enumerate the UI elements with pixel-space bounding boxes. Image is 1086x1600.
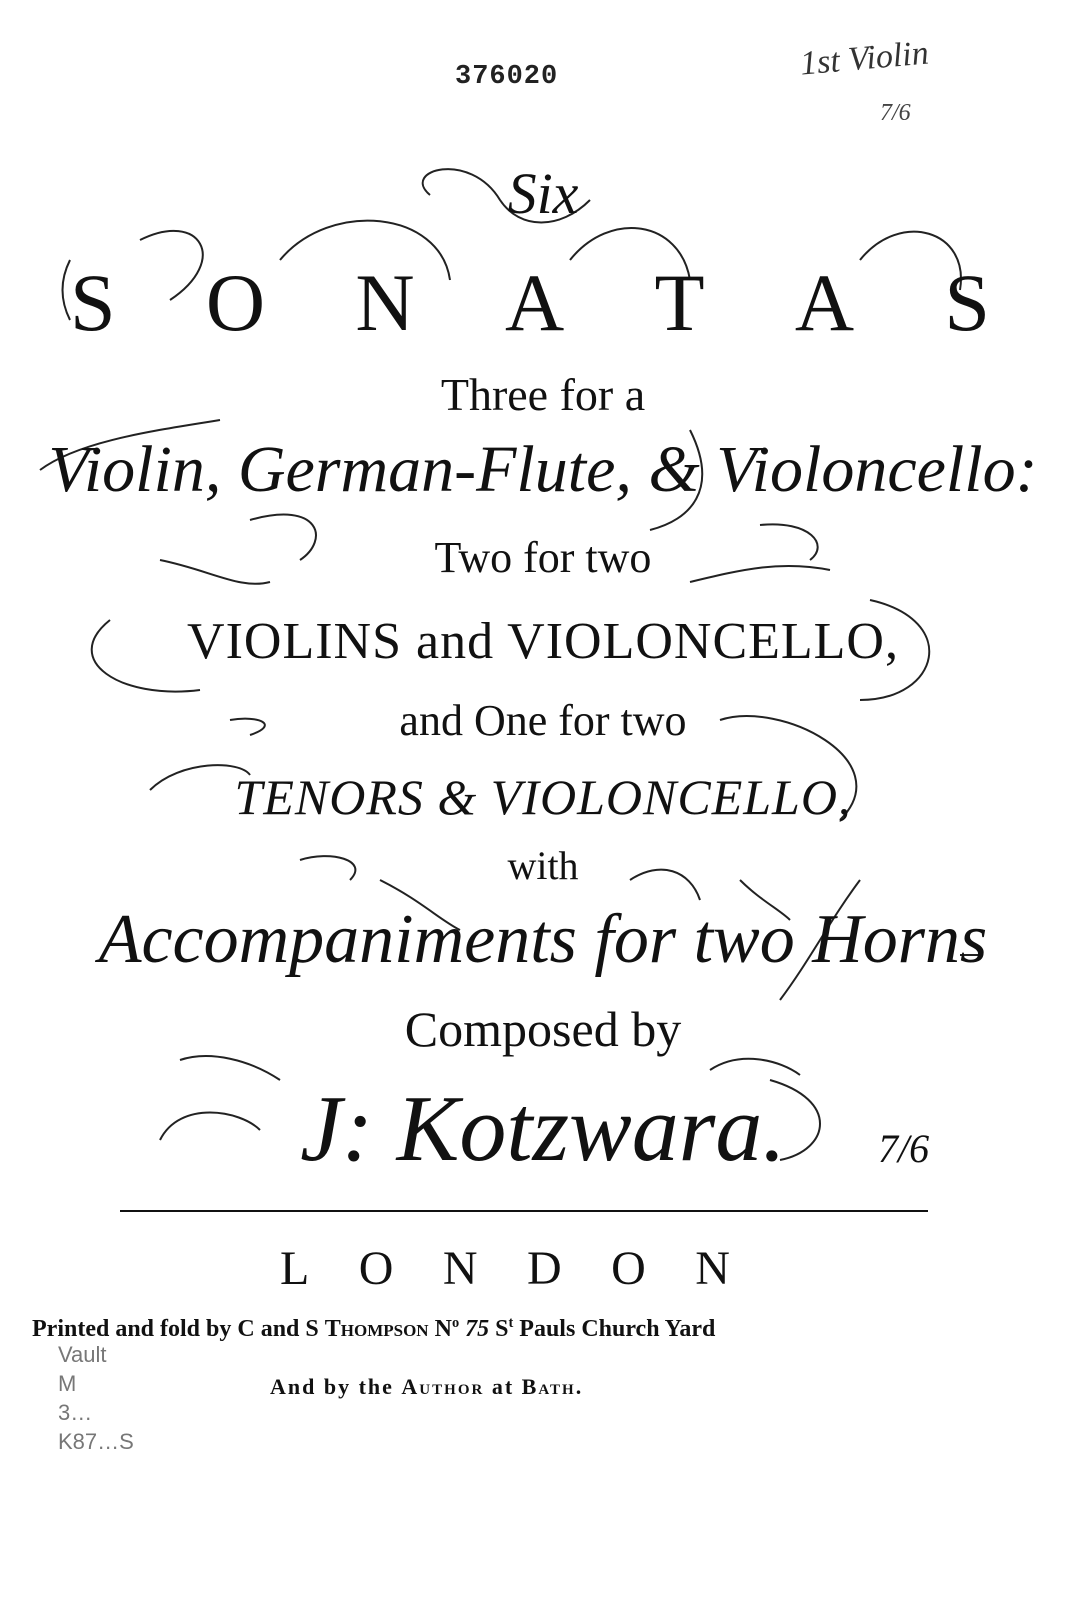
- line-instruments-violin-flute: Violin, German-Flute, & Violoncello:: [48, 433, 1038, 506]
- city-letter: N: [695, 1242, 730, 1295]
- handwritten-note-2: 7/6: [880, 100, 911, 126]
- imprint-city: [280, 1242, 730, 1295]
- sold-prefix: And by the: [270, 1374, 402, 1399]
- title-letter: S: [70, 257, 116, 348]
- title-letter: T: [654, 257, 705, 348]
- price-mark: 7/6: [878, 1126, 930, 1171]
- title-letter: S: [944, 257, 990, 348]
- imprint-sold-by: [270, 1374, 583, 1400]
- printer-name: Thompson: [324, 1316, 429, 1342]
- title-six: Six: [507, 161, 579, 226]
- title-letter: A: [794, 257, 855, 348]
- title-letter: A: [504, 257, 565, 348]
- saint-sup: t: [508, 1315, 514, 1331]
- sold-mid: at: [484, 1374, 522, 1399]
- imprint-printer: [32, 1315, 715, 1343]
- title-letter: N: [355, 257, 415, 348]
- city-letter: N: [442, 1242, 478, 1295]
- line-three-for: Three for a: [440, 369, 646, 420]
- sold-place: Bath.: [521, 1374, 584, 1399]
- shelfmark-line: M: [58, 1371, 77, 1396]
- line-two-for: Two for two: [434, 533, 652, 582]
- handwritten-note: 1st Violin: [798, 34, 931, 83]
- line-with: with: [507, 843, 579, 888]
- line-instruments-violins: VIOLINS and VIOLONCELLO,: [187, 613, 899, 670]
- street-number: 75: [465, 1316, 490, 1342]
- number-label: N: [434, 1316, 452, 1342]
- divider-rule: [120, 1210, 928, 1212]
- shelfmark-line: K87…S: [58, 1429, 134, 1454]
- library-shelfmark-stamp: [58, 1340, 158, 1456]
- printer-address: Pauls Church Yard: [519, 1316, 716, 1342]
- number-sup: o: [451, 1315, 460, 1331]
- city-letter: O: [358, 1242, 394, 1295]
- city-letter: L: [280, 1242, 310, 1295]
- line-accompaniments: Accompaniments for two Horns: [98, 901, 988, 978]
- printer-prefix: Printed and fold by C and S: [32, 1316, 325, 1342]
- line-one-for: and One for two: [399, 696, 687, 745]
- line-instruments-tenors: TENORS & VIOLONCELLO,: [234, 769, 852, 825]
- city-letter: D: [527, 1242, 562, 1295]
- city-letter: O: [611, 1242, 646, 1295]
- shelfmark-line: Vault: [58, 1342, 107, 1367]
- title-sonatas: [70, 257, 990, 348]
- line-composed-by: Composed by: [404, 1001, 682, 1057]
- catalog-number: 376020: [455, 62, 559, 92]
- saint-abbrev: S: [495, 1316, 509, 1342]
- title-letter: O: [205, 257, 266, 348]
- composer-name: J: Kotzwara.: [300, 1077, 786, 1181]
- author-word: Author: [401, 1374, 485, 1399]
- shelfmark-line: 3…: [58, 1400, 93, 1425]
